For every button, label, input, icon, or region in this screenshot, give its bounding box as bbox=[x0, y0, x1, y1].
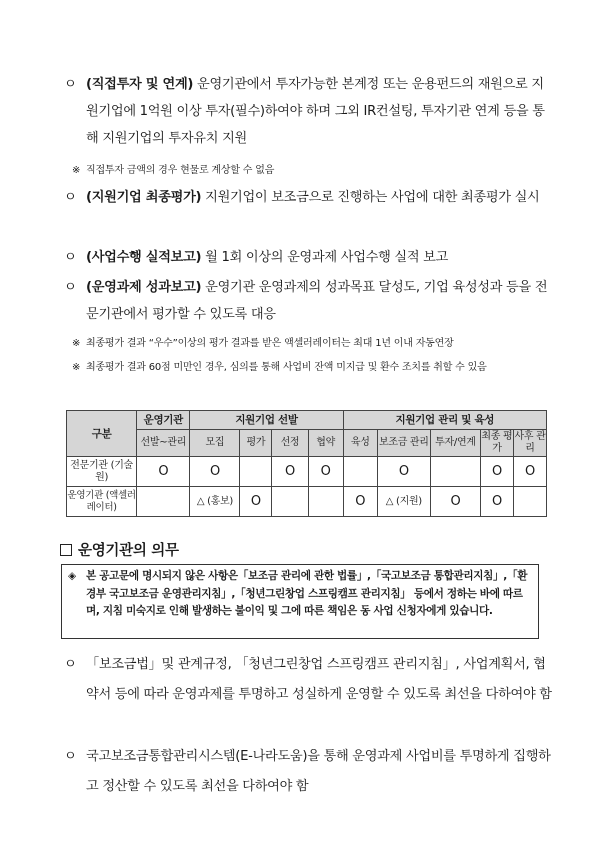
table-cell: O bbox=[430, 487, 480, 517]
notice-box bbox=[61, 564, 539, 639]
table-subheader: 선정 bbox=[272, 430, 308, 457]
table-row bbox=[67, 457, 547, 487]
duty-text: 국고보조금통합관리시스템(E-나라도움)을 통해 운영과제 사업비를 투명하게 집행하고 정산할 수 있도록 최선을 다하여야 함 bbox=[86, 749, 551, 794]
row-label: 운영기관 (액셀러레이터) bbox=[67, 487, 137, 517]
note-text: 최종평가 결과 60점 미만인 경우, 심의를 통해 사업비 잔액 미지급 및 환수 조치를 취할 수 있음 bbox=[86, 362, 487, 373]
table-cell bbox=[240, 457, 272, 487]
item-text: 월 1회 이상의 운영과제 사업수행 실적 보고 bbox=[201, 250, 449, 265]
checkbox-square-icon bbox=[60, 544, 72, 556]
bullet-icon: ㅇ bbox=[64, 190, 77, 205]
note-text: 최종평가 결과 “우수”이상의 평가 결과를 받은 액셀러레이터는 최대 1년 이내 자동연장 bbox=[86, 338, 454, 349]
table-subheader: 최종 평가 bbox=[480, 430, 513, 457]
role-table bbox=[66, 410, 547, 517]
note-auto-extension bbox=[72, 335, 552, 353]
table-subheader: 평가 bbox=[240, 430, 272, 457]
table-group-header: 운영기관 bbox=[137, 411, 190, 430]
table-cell bbox=[430, 457, 480, 487]
row-label: 전문기관 (기술원) bbox=[67, 457, 137, 487]
bullet-icon: ㅇ bbox=[64, 749, 77, 764]
notice-text: 본 공고문에 명시되지 않은 사항은「보조금 관리에 관한 법률」,「국고보조금 통합관리지침」,「환경부 국고보조금 운영관리지침」,「청년그린창업 스프링캠프 관리지침」 등에서 정하는 바에 따르며, 지침 미숙지로 인해 발생하는 불이익 및 그에 따른 책임은 동 사업 신청자에게 있습니다. bbox=[86, 570, 528, 617]
bullet-icon: ㅇ bbox=[64, 77, 77, 92]
table-group-header: 지원기업 관리 및 육성 bbox=[343, 411, 546, 430]
table-group-header: 지원기업 선발 bbox=[190, 411, 343, 430]
table-subheader: 모집 bbox=[190, 430, 240, 457]
item-text: 운영기관에서 투자가능한 본계정 또는 운용펀드의 재원으로 지원기업에 1억원 이상 투자(필수)하여야 하며 그외 IR컨설팅, 투자기관 연계 등을 통해 지원기업의 투자유치 지원 bbox=[86, 77, 545, 146]
table-cell: △ (지원) bbox=[377, 487, 430, 517]
table-subheader: 투자/연계 bbox=[430, 430, 480, 457]
table-subheader: 보조금 관리 bbox=[377, 430, 430, 457]
table-cell bbox=[272, 487, 308, 517]
item-title: (지원기업 최종평가) bbox=[86, 190, 202, 205]
section-title bbox=[60, 539, 179, 560]
table-cell bbox=[513, 487, 546, 517]
item-outcome-report bbox=[64, 274, 550, 328]
table-row bbox=[67, 487, 547, 517]
item-title: (직접투자 및 연계) bbox=[86, 77, 194, 92]
item-text: 지원기업이 보조금으로 진행하는 사업에 대한 최종평가 실시 bbox=[201, 190, 540, 205]
table-cell: O bbox=[240, 487, 272, 517]
note-mark: ※ bbox=[72, 338, 81, 349]
table-cell: △ (홍보) bbox=[190, 487, 240, 517]
table-subheader: 협약 bbox=[308, 430, 343, 457]
bullet-icon: ㅇ bbox=[64, 657, 77, 672]
section-title-text: 운영기관의 의무 bbox=[78, 543, 179, 559]
table-cell bbox=[308, 487, 343, 517]
table-subheader: 선발~관리 bbox=[137, 430, 190, 457]
table-cell: O bbox=[343, 487, 377, 517]
item-final-evaluation bbox=[64, 184, 550, 211]
table-cell: O bbox=[480, 457, 513, 487]
note-text: 직접투자 금액의 경우 현물로 계상할 수 없음 bbox=[86, 165, 275, 176]
table-cell bbox=[343, 457, 377, 487]
item-text: 운영기관 운영과제의 성과목표 달성도, 기업 육성성과 등을 전문기관에서 평가할 수 있도록 대응 bbox=[86, 280, 548, 322]
note-in-kind bbox=[72, 162, 552, 180]
table-subheader: 육성 bbox=[343, 430, 377, 457]
duty-item-e-nara-doum bbox=[64, 742, 554, 802]
table-cell: O bbox=[308, 457, 343, 487]
note-mark: ※ bbox=[72, 362, 81, 373]
note-mark: ※ bbox=[72, 165, 81, 176]
duty-text: 「보조금법」및 관계규정, 「청년그린창업 스프링캠프 관리지침」, 사업계획서, 협약서 등에 따라 운영과제를 투명하고 성실하게 운영할 수 있도록 최선을 다하여야 함 bbox=[86, 657, 552, 702]
item-performance-report bbox=[64, 244, 550, 271]
item-direct-investment bbox=[64, 71, 550, 152]
bullet-icon: ㅇ bbox=[64, 280, 77, 295]
table-cell: O bbox=[513, 457, 546, 487]
table-cell: O bbox=[190, 457, 240, 487]
item-title: (사업수행 실적보고) bbox=[86, 250, 202, 265]
table-cell: O bbox=[137, 457, 190, 487]
table-cell: O bbox=[480, 487, 513, 517]
table-cell: O bbox=[377, 457, 430, 487]
note-refund bbox=[72, 357, 552, 378]
table-corner-header: 구분 bbox=[67, 411, 137, 457]
item-title: (운영과제 성과보고) bbox=[86, 280, 202, 295]
bullet-icon: ㅇ bbox=[64, 250, 77, 265]
table-cell: O bbox=[272, 457, 308, 487]
duty-item-transparent-operation bbox=[64, 650, 554, 710]
table-subheader: 사후 관리 bbox=[513, 430, 546, 457]
diamond-bullet-icon: ◈ bbox=[68, 570, 76, 582]
table-cell bbox=[137, 487, 190, 517]
